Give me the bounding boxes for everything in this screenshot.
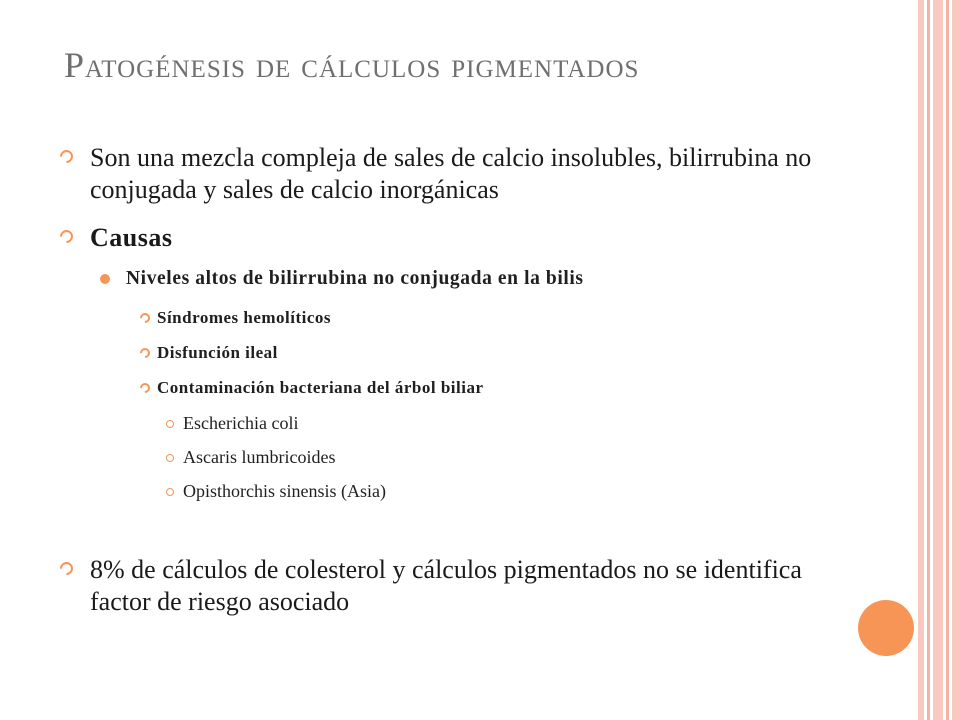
causas-label: Causas	[90, 223, 173, 252]
bullet-description	[60, 142, 860, 206]
cause-item	[60, 266, 860, 292]
organism-text: Opisthorchis sinensis (Asia)	[183, 481, 386, 501]
stripe	[927, 0, 930, 720]
bullet-text: Son una mezcla compleja de sales de calcio insolubles, bilirrubina no conjugada y sales de calcio inorgánicas	[90, 143, 812, 204]
organism-text: Ascaris lumbricoides	[183, 447, 336, 467]
subcause-text: Síndromes hemolíticos	[157, 308, 332, 327]
bullet-icon	[57, 147, 75, 165]
bullet-icon	[166, 488, 174, 496]
stripe	[918, 0, 924, 720]
slide-title: Patogénesis de cálculos pigmentados	[64, 45, 640, 85]
organism-item	[60, 446, 860, 468]
bullet-icon	[166, 420, 174, 428]
organism-item	[60, 480, 860, 502]
organism-item	[60, 412, 860, 434]
bullet-icon	[57, 227, 75, 245]
bullet-icon	[100, 274, 110, 284]
decorative-stripes	[918, 0, 960, 720]
stripe	[933, 0, 943, 720]
stripe	[946, 0, 949, 720]
bullet-icon	[57, 559, 75, 577]
bullet-text: 8% de cálculos de colesterol y cálculos pigmentados no se identifica factor de riesgo asociado	[90, 555, 802, 616]
slide-content	[60, 140, 860, 616]
decorative-circle	[858, 600, 914, 656]
bullet-causas	[60, 222, 860, 254]
bullet-icon	[138, 346, 152, 360]
bullet-icon	[138, 381, 152, 395]
cause-text: Niveles altos de bilirrubina no conjugada en la bilis	[126, 268, 584, 289]
subcause-item	[60, 342, 860, 364]
organism-text: Escherichia coli	[183, 413, 299, 433]
stripe	[952, 0, 960, 720]
subcause-item	[60, 307, 860, 329]
bullet-conclusion	[60, 554, 860, 618]
subcause-item	[60, 377, 860, 399]
subcause-text: Disfunción ileal	[157, 343, 278, 362]
subcause-text: Contaminación bacteriana del árbol biliar	[157, 378, 484, 397]
bullet-icon	[166, 454, 174, 462]
bullet-icon	[138, 311, 152, 325]
